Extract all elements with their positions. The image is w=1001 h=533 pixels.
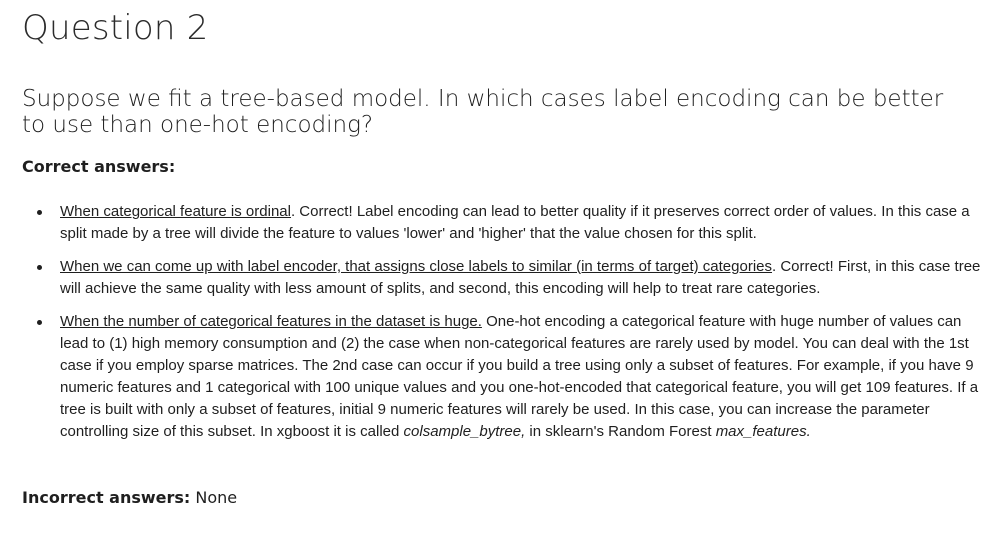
- param-name-colsample: colsample_bytree,: [403, 423, 526, 440]
- list-item: [60, 201, 990, 245]
- bullet-icon: [37, 320, 42, 325]
- answer-explanation: . Correct! Label encoding can lead to better quality if it preserves correct order of values. In this case a split made by a tree will divide the feature to values 'lower' and 'higher' that the value chosen for this split.: [60, 203, 970, 242]
- question-text: Suppose we fit a tree-based model. In which cases label encoding can be better to use than one-hot encoding?: [22, 86, 944, 138]
- answer-option-label-encoder[interactable]: When we can come up with label encoder, that assigns close labels to similar (in terms of target) categories: [60, 258, 773, 275]
- correct-answers-label: Correct answers:: [22, 157, 176, 176]
- question-title: Question 2: [22, 8, 209, 48]
- incorrect-answers-value: None: [190, 488, 238, 507]
- bullet-icon: [37, 265, 42, 270]
- answer-option-ordinal[interactable]: When categorical feature is ordinal: [60, 203, 291, 220]
- answer-option-huge-features[interactable]: When the number of categorical features in the dataset is huge.: [60, 313, 482, 330]
- param-name-max-features: max_features.: [715, 423, 811, 440]
- incorrect-answers: [22, 488, 237, 508]
- bullet-icon: [37, 210, 42, 215]
- list-item: [60, 256, 990, 300]
- answer-explanation: One-hot encoding a categorical feature with huge number of values can lead to (1) high memory consumption and (2) the case when non-categorical features are rarely used by model. You can deal with the 1st case if you employ sparse matrices. The 2nd case can occur if you build a tree using only a subset of features. For example, if you have 9 numeric features and 1 categorical with 100 unique values and you one-hot-encoded that categorical feature, you will get 109 features. If a tree is built with only a subset of features, initial 9 numeric features will rarely be used. In this case, you can increase the parameter controlling size of this subset. In xgboost it is called: [60, 313, 979, 440]
- answer-explanation: . Correct! First, in this case tree will achieve the same quality with less amount of splits, and second, this encoding will help to treat rare categories.: [60, 258, 981, 297]
- correct-answers-list: [22, 201, 990, 454]
- list-item: [60, 311, 990, 443]
- answer-explanation-cont: in sklearn's Random Forest: [525, 423, 716, 440]
- incorrect-answers-label: Incorrect answers:: [22, 488, 191, 507]
